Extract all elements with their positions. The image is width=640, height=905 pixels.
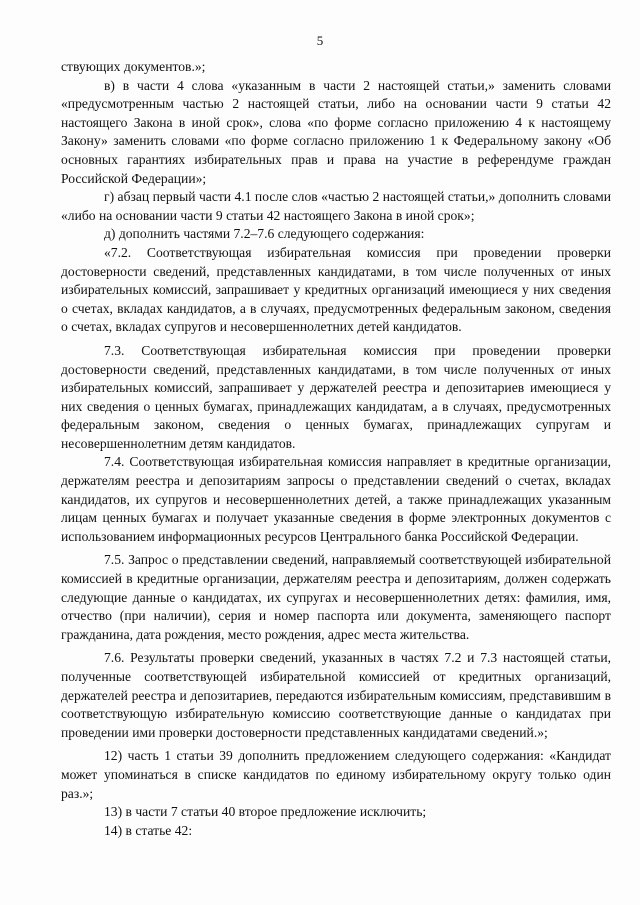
paragraph-item-g: г) абзац первый части 4.1 после слов «частью 2 настоящей статьи,» дополнить словами «либо на основании части 9 статьи 42 настоящего Закона в иной срок»; <box>61 189 611 223</box>
paragraph-item-d: д) дополнить частями 7.2–7.6 следующего содержания: <box>104 226 425 242</box>
document-body <box>61 58 611 840</box>
page-number: 5 <box>316 33 324 48</box>
paragraph-part-7-6: 7.6. Результаты проверки сведений, указанных в частях 7.2 и 7.3 настоящей статьи, полученные соответствующей избирательной комиссией от кредитных организаций, держателей реестра и депозитариев, передаются избирательным комиссиям, представившим в соответствующую избирательную комиссию соответствующие данные о кандидатах при проведении ими проверки достоверности представленных кандидатами сведений.»; <box>61 650 611 740</box>
paragraph-item-v: в) в части 4 слова «указанным в части 2 настоящей статьи,» заменить словами «предусмотренным частью 2 настоящей статьи, либо на основании части 9 статьи 42 настоящего Закона в иной срок», слова «по форме согласно приложению 4 к настоящему Закону» заменить словами «по форме согласно приложению 1 к Федеральному закону «Об основных гарантиях избирательных прав и права на участие в референдуме граждан Российской Федерации»; <box>61 77 611 186</box>
paragraph-part-7-4: 7.4. Соответствующая избирательная комиссия направляет в кредитные организации, держателям реестра и депозитариям запросы о представлении сведений о счетах, вкладах кандидатов, их супругов и несовершеннолетних детей, а также принадлежащих указанным лицам ценных бумагах и получает указанные сведения в форме электронных документов с использованием информационных ресурсов Центрального банка Российской Федерации. <box>61 454 611 544</box>
paragraph-item-12: 12) часть 1 статьи 39 дополнить предложением следующего содержания: «Кандидат может упоминаться в списке кандидатов по единому избирательному округу только один раз.»; <box>61 748 611 801</box>
paragraph-part-7-3: 7.3. Соответствующая избирательная комиссия при проведении проверки достоверности сведений, представленных кандидатами, в том числе полученных от иных избирательных комиссий, запрашивает у держателей реестра и депозитариев имеющиеся у них сведения о ценных бумагах, принадлежащих кандидатам, а в случаях, предусмотренных федеральным законом, сведения о ценных бумагах, принадлежащих супругам и несовершеннолетним детям кандидатов. <box>61 342 611 451</box>
paragraph-part-7-5: 7.5. Запрос о представлении сведений, направляемый соответствующей избирательной комиссией в кредитные организации, держателям реестра и депозитариям, должен содержать следующие данные о кандидатах, их супругах и несовершеннолетних детях: фамилия, имя, отчество (при наличии), серия и номер паспорта или документа, заменяющего паспорт гражданина, дата рождения, место рождения, адрес места жительства. <box>61 552 611 642</box>
paragraph-part-7-2: «7.2. Соответствующая избирательная комиссия при проведении проверки достоверности сведений, представленных кандидатами, в том числе полученных от иных избирательных комиссий, запрашивает у кредитных организаций имеющиеся у них сведения о счетах, вкладах кандидатов, а в случаях, предусмотренных федеральным законом, сведения о счетах, вкладах супругов и несовершеннолетних детей кандидатов. <box>61 244 611 335</box>
paragraph-continuation: ствующих документов.»; <box>61 59 206 74</box>
paragraph-item-14: 14) в статье 42: <box>104 822 193 838</box>
paragraph-item-13: 13) в части 7 статьи 40 второе предложение исключить; <box>104 804 427 820</box>
